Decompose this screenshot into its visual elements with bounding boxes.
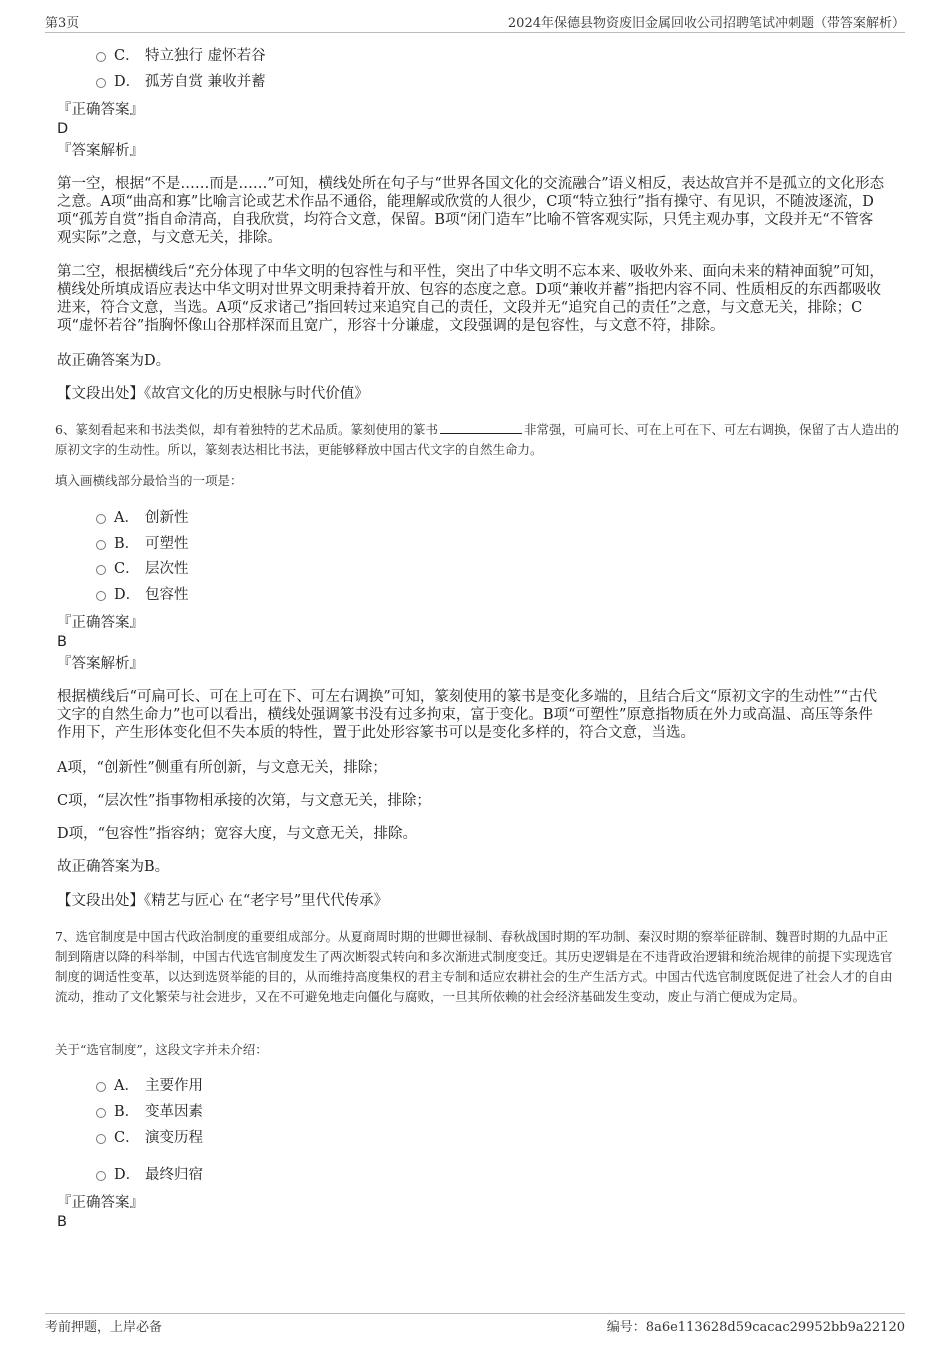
q5-conclusion: 故正确答案为D。 — [57, 353, 171, 369]
page-header — [45, 12, 905, 33]
page-footer — [45, 1313, 905, 1335]
q7-stem: 7、选官制度是中国古代政治制度的重要组成部分。从夏商周时期的世卿世禄制、春秋战国时期的军功制、秦汉时期的察举征辟制、魏晋时期的九品中正制到隋唐以降的科举制，中国古代选官制度发生了两次断裂式转向和多次渐进式制度变迁。其历史逻辑是在不违背政治逻辑和统治规律的前提下实现选官制度的调适性变革，以达到选贤举能的目的，从而维持高度集权的君主专制和适应农耕社会的生产生活方式。中国古代选官制度既促进了社会人才的自由流动，推动了文化繁荣与社会进步，又在不可避免地走向僵化与腐败，一旦其所依赖的社会经济基础发生变动，废止与消亡便成为定局。 — [55, 929, 893, 1004]
q5-analysis-paragraph: 第二空，根据横线后“充分体现了中华文明的包容性与和平性，突出了中华文明不忘本来、吸收外来、面向未来的精神面貌”可知，横线处所填成语应表达中华文明对世界文明秉持着开放、包容的态度之意。D项“兼收并蓄”指把内容不同、性质相反的东西都吸收进来，符合文意，当选。A项“反求诸己”指回转过来追究自己的责任，文段并无“追究自己的责任”之意，与文意无关，排除；C项“虚怀若谷”指胸怀像山谷那样深而且宽广，形容十分谦虚，文段强调的是包容性，与文意不符，排除。 — [57, 264, 884, 334]
q5-source: 【文段出处】《故宫文化的历史根脉与时代价值》 — [57, 386, 369, 402]
footer-serial: 编号：8a6e113628d59cacac29952bb9a22120 — [606, 1320, 905, 1335]
q5-option-d[interactable]: D． 孤芳自赏 兼收并蓄 — [96, 72, 266, 92]
radio-icon[interactable] — [96, 1108, 106, 1118]
radio-icon[interactable] — [96, 591, 106, 601]
q6-analysis-paragraph: D项，“包容性”指容纳；宽容大度，与文意无关，排除。 — [57, 826, 417, 842]
q6-answer-label: 『正确答案』 — [57, 615, 144, 631]
q6-analysis-paragraph: A项，“创新性”侧重有所创新，与文意无关，排除； — [57, 760, 387, 776]
q6-answer: B — [57, 634, 67, 650]
q5-analysis-label: 『答案解析』 — [57, 143, 144, 159]
q6-option-b[interactable]: B． 可塑性 — [96, 534, 189, 554]
q5-option-c[interactable]: C． 特立独行 虚怀若谷 — [96, 46, 266, 66]
radio-icon[interactable] — [96, 565, 106, 575]
radio-icon[interactable] — [96, 1082, 106, 1092]
q5-analysis-paragraph: 第一空，根据“不是……而是……”可知，横线处所在句子与“世界各国文化的交流融合”语义相反，表达故宫并不是孤立的文化形态之意。A项“曲高和寡”比喻言论或艺术作品不通俗，能理解或欣赏的人很少，C项“特立独行”指有操守、有见识，不随波逐流，D项“孤芳自赏”指自命清高，自我欣赏，均符合文意，保留。B项“闭门造车”比喻不管客观实际，只凭主观办事，文段并无“不管客观实际”之意，与文意无关，排除。 — [57, 176, 885, 246]
q6-conclusion: 故正确答案为B。 — [57, 859, 170, 875]
q6-prompt: 填入画横线部分最恰当的一项是： — [55, 473, 243, 488]
q6-option-d[interactable]: D． 包容性 — [96, 585, 189, 605]
q5-answer-label: 『正确答案』 — [57, 102, 144, 118]
q6-option-a[interactable]: A． 创新性 — [96, 508, 189, 528]
q6-analysis-paragraph: C项，“层次性”指事物相承接的次第，与文意无关，排除； — [57, 793, 431, 809]
page-number: 第3页 — [45, 16, 80, 31]
q7-option-c[interactable]: C． 演变历程 — [96, 1128, 203, 1148]
radio-icon[interactable] — [96, 514, 106, 524]
q7-prompt: 关于“选官制度”，这段文字并未介绍： — [55, 1042, 268, 1057]
q6-option-c[interactable]: C． 层次性 — [96, 559, 189, 579]
q6-analysis-label: 『答案解析』 — [57, 656, 144, 672]
q7-answer: B — [57, 1214, 67, 1230]
q6-stem: 6、篆刻看起来和书法类似，却有着独特的艺术品质。篆刻使用的篆书 非常强，可扁可长、可在上可在下、可左右调换，保留了古人造出的原初文字的生动性。所以，篆刻表达相比书法，更能够释放中国古代文字的自然生命力。 — [55, 422, 899, 457]
q7-option-a[interactable]: A． 主要作用 — [96, 1076, 203, 1096]
q5-answer: D — [57, 121, 69, 137]
document-title: 2024年保德县物资废旧金属回收公司招聘笔试冲刺题（带答案解析） — [507, 16, 905, 31]
q7-option-b[interactable]: B． 变革因素 — [96, 1102, 203, 1122]
radio-icon[interactable] — [96, 78, 106, 88]
radio-icon[interactable] — [96, 540, 106, 550]
footer-slogan: 考前押题，上岸必备 — [45, 1320, 163, 1335]
radio-icon[interactable] — [96, 1134, 106, 1144]
q7-option-d[interactable]: D． 最终归宿 — [96, 1165, 203, 1185]
q6-analysis-paragraph: 根据横线后“可扁可长、可在上可在下、可左右调换”可知，篆刻使用的篆书是变化多端的，且结合后文“原初文字的生动性”“古代文字的自然生命力”也可以看出，横线处强调篆书没有过多拘束，富于变化。B项“可塑性”原意指物质在外力或高温、高压等条件作用下，产生形体变化但不失本质的特性，置于此处形容篆书可以是变化多样的，符合文意，当选。 — [57, 689, 878, 741]
q6-source: 【文段出处】《精艺与匠心 在“老字号”里代代传承》 — [57, 893, 389, 909]
q7-answer-label: 『正确答案』 — [57, 1195, 144, 1211]
fill-blank — [440, 421, 522, 434]
radio-icon[interactable] — [96, 52, 106, 62]
radio-icon[interactable] — [96, 1171, 106, 1181]
